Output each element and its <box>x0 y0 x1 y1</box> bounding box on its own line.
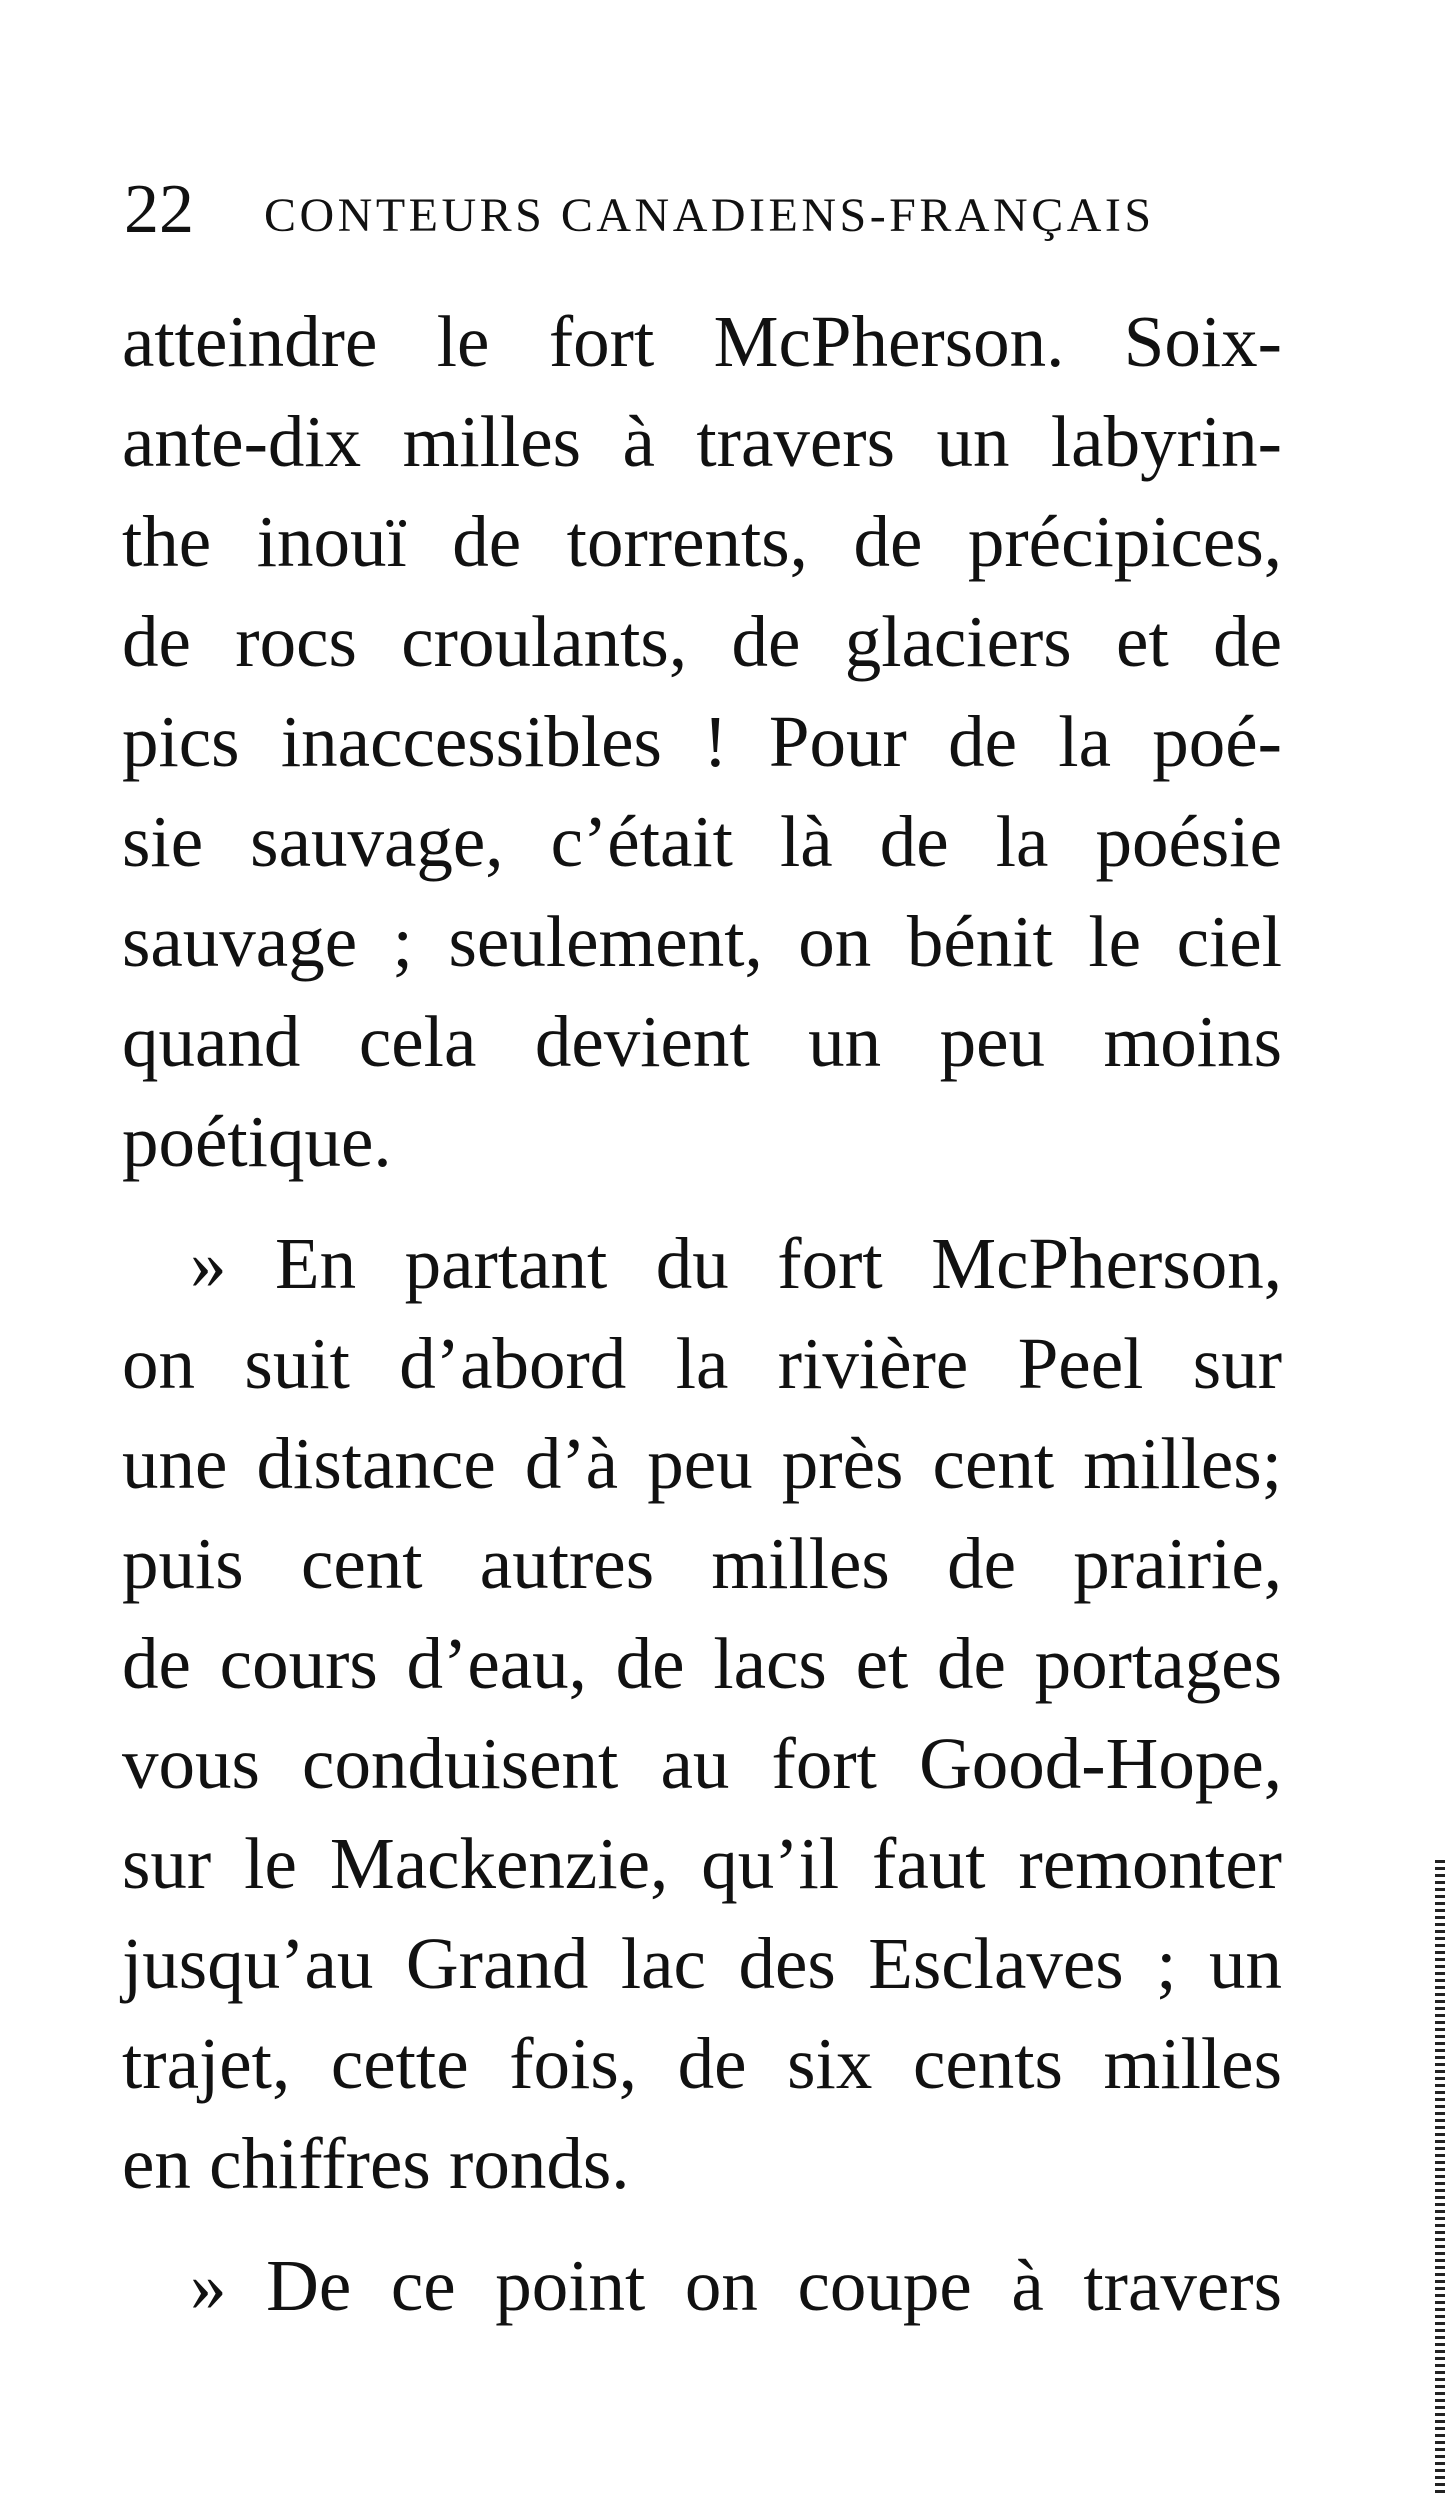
text-line: poétique. <box>122 1101 392 1182</box>
paragraph-gap <box>122 2214 1282 2236</box>
text-line: sie sauvage, c’était là de la poésie <box>122 801 1282 882</box>
text-line: » En partant du fort McPherson, <box>190 1223 1282 1304</box>
page-header <box>124 170 1274 250</box>
body-text <box>122 292 1282 2336</box>
text-line: puis cent autres milles de prairie, <box>122 1523 1282 1604</box>
text-line: trajet, cette fois, de six cents milles <box>122 2023 1282 2104</box>
text-line: en chiffres ronds. <box>122 2123 630 2204</box>
text-line: » De ce point on coupe à travers <box>190 2245 1282 2326</box>
text-line: the inouï de torrents, de précipices, <box>122 501 1282 582</box>
text-line: sauvage ; seulement, on bénit le ciel <box>122 901 1282 982</box>
text-line: jusqu’au Grand lac des Esclaves ; un <box>122 1923 1282 2004</box>
page-edge-scan-mark <box>1435 1860 1445 2495</box>
text-line: on suit d’abord la rivière Peel sur <box>122 1323 1282 1404</box>
running-title: CONTEURS CANADIENS-FRANÇAIS <box>264 189 1155 242</box>
text-line: vous conduisent au fort Good-Hope, <box>122 1723 1282 1804</box>
page-number: 22 <box>124 171 194 248</box>
text-line: ante-dix milles à travers un labyrin- <box>122 401 1282 482</box>
text-line: atteindre le fort McPherson. Soix- <box>122 301 1282 382</box>
text-line: de rocs croulants, de glaciers et de <box>122 601 1282 682</box>
text-line: quand cela devient un peu moins <box>122 1001 1282 1082</box>
text-line: une distance d’à peu près cent milles; <box>122 1423 1282 1504</box>
paragraph-gap <box>122 1192 1282 1214</box>
text-line: sur le Mackenzie, qu’il faut remonter <box>122 1823 1282 1904</box>
text-line: de cours d’eau, de lacs et de portages <box>122 1623 1282 1704</box>
text-line: pics inaccessibles ! Pour de la poé- <box>122 701 1282 782</box>
